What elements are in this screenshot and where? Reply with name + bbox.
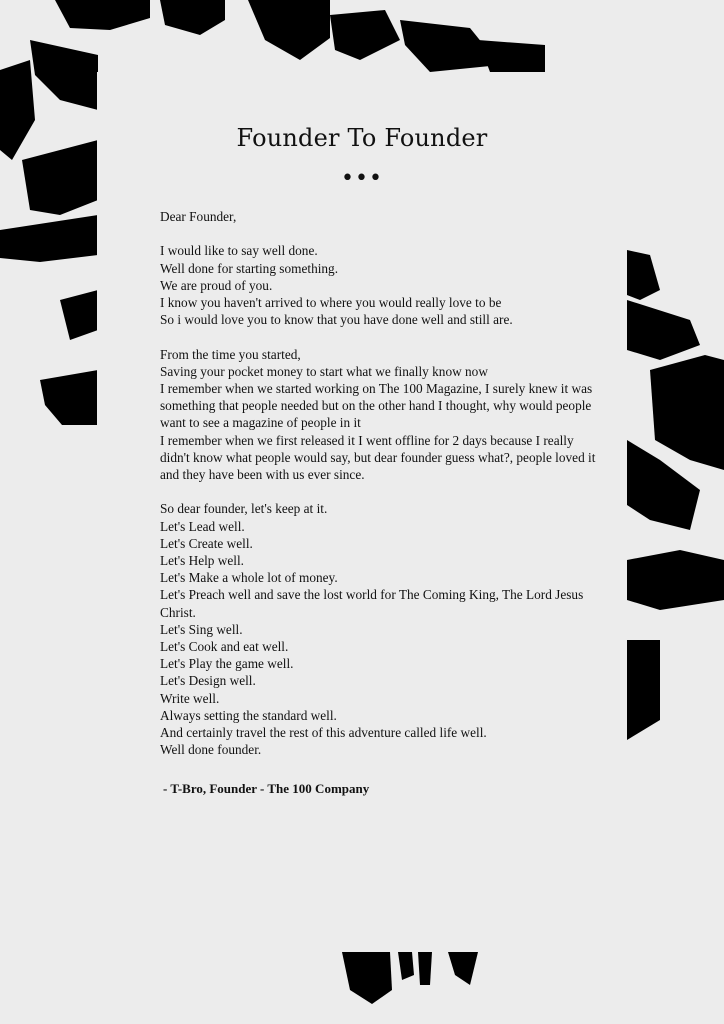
letter-line: Well done for starting something. xyxy=(160,260,339,276)
letter-line: Write well. xyxy=(160,690,220,706)
letter-line: I would like to say well done. xyxy=(160,243,318,259)
letter-line: Well done founder. xyxy=(160,742,262,758)
letter-line: Always setting the standard well. xyxy=(160,707,337,723)
letter-line: Let's Lead well. xyxy=(160,518,245,534)
letter-line: I remember when we first released it I went offline for 2 days because I really didn't know what people would say, but dear founder guess what?, people loved it and they have been with us ever since. xyxy=(160,432,596,483)
letter-line: Let's Play the game well. xyxy=(160,656,294,672)
letter-line: So dear founder, let's keep at it. xyxy=(160,501,328,517)
letter-line: We are proud of you. xyxy=(160,277,273,293)
letter-line: Let's Create well. xyxy=(160,535,253,551)
title-ornament: ••• xyxy=(341,166,383,191)
letter-line: Saving your pocket money to start what we finally know now xyxy=(160,363,488,379)
paragraph-1 xyxy=(160,242,600,328)
letter-body xyxy=(160,208,600,776)
document-title: Founder To Founder xyxy=(236,124,488,152)
salutation: Dear Founder, xyxy=(160,209,237,224)
letter-line: Let's Preach well and save the lost world for The Coming King, The Lord Jesus Christ. xyxy=(160,587,584,620)
letter-line: Let's Make a whole lot of money. xyxy=(160,570,338,586)
letter-line: I remember when we started working on The 100 Magazine, I surely knew it was something that people needed but on the other hand I thought, why would people want to see a magazine of people in it xyxy=(160,381,593,431)
letter-line: And certainly travel the rest of this adventure called life well. xyxy=(160,725,487,741)
letter-line: Let's Design well. xyxy=(160,673,256,689)
letter-line: Let's Sing well. xyxy=(160,621,243,637)
letter-line: So i would love you to know that you have done well and still are. xyxy=(160,312,513,328)
letter-line: Let's Cook and eat well. xyxy=(160,639,289,655)
signature: - T-Bro, Founder - The 100 Company xyxy=(163,781,370,796)
letter-line: From the time you started, xyxy=(160,346,301,362)
letter-line: Let's Help well. xyxy=(160,553,245,569)
paragraph-2 xyxy=(160,346,600,484)
paragraph-3 xyxy=(160,500,600,758)
letter-line: I know you haven't arrived to where you would really love to be xyxy=(160,295,502,310)
